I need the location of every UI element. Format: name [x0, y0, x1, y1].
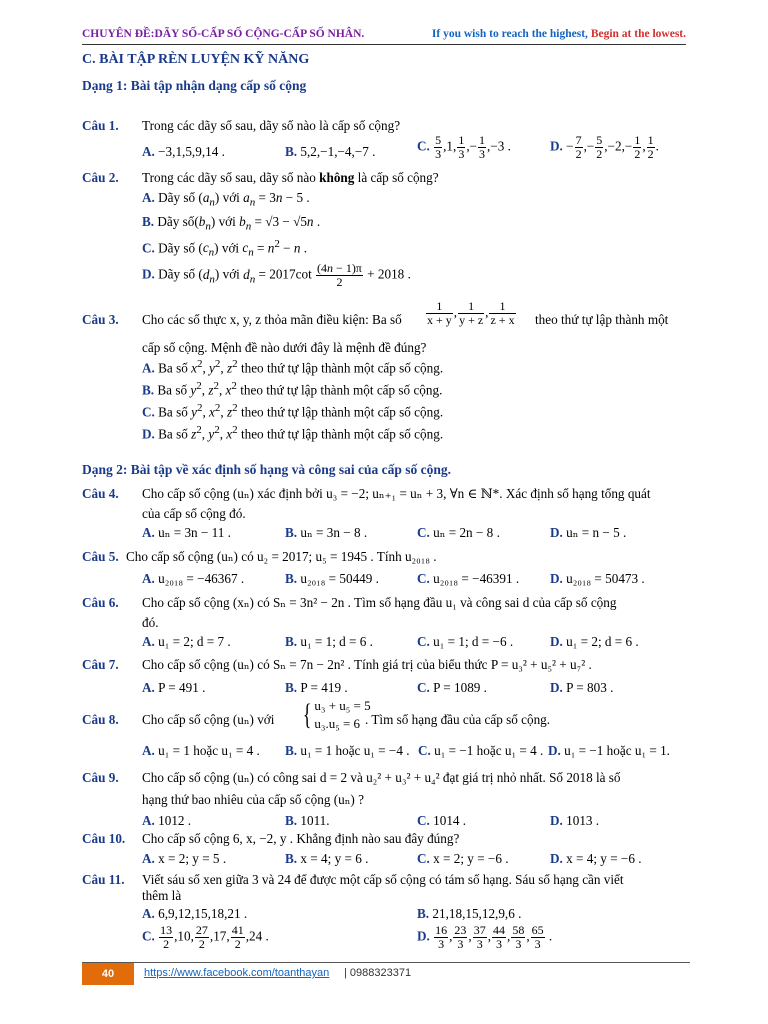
fraction-list: $\frac{1}{x + y}$ , $\frac{1}{y + z}$ , $\frac{1}{z + x}$	[427, 299, 515, 327]
option-d: D. Ba số $z^2$, $y^2$, $x^2$ theo thứ tự lập thành một cấp số cộng.	[142, 424, 444, 442]
question-text: Cho cấp số cộng (uₙ) có công sai d = 2 và u₂² + u₃² + u₄² đạt giá trị nhỏ nhất. Số 2018 là số	[142, 770, 621, 785]
option-b: B. Ba số $y^2$, $z^2$, $x^2$ theo thứ tự lập thành một cấp số cộng.	[142, 380, 443, 398]
option-d: D. x = 4; y = −6 .	[550, 851, 642, 866]
option-a: A. P = 491 .	[142, 680, 206, 695]
option-d: D. P = 803 .	[550, 680, 614, 695]
option-c: C. Ba số $y^2$, $x^2$, $z^2$ theo thứ tự lập thành một cấp số cộng.	[142, 402, 444, 420]
header-quote: If you wish to reach the highest, Begin at the lowest.	[431, 28, 686, 40]
question-text-line2: hạng thứ bao nhiêu của cấp số cộng (uₙ) ?	[142, 792, 364, 807]
option-b: B. P = 419 .	[285, 680, 348, 695]
option-b: B. u₁ = 1; d = 6 .	[285, 634, 373, 649]
option-a: A. 6,9,12,15,18,21 .	[142, 906, 248, 921]
header-topic: CHUYÊN ĐỀ:DÃY SỐ-CẤP SỐ CỘNG-CẤP SỐ NHÂN.	[82, 28, 365, 40]
option-c: C. u₂₀₁₈ = −46391 .	[417, 571, 520, 586]
option-d: D. u₁ = 2; d = 6 .	[550, 634, 639, 649]
option-c: C. u₁ = 1; d = −6 .	[417, 634, 514, 649]
option-c: C. u₁ = −1 hoặc u₁ = 4 .	[418, 743, 544, 758]
option-a: A. u₁ = 1 hoặc u₁ = 4 .	[142, 743, 260, 758]
page-footer	[82, 962, 690, 985]
option-b: B. uₙ = 3n − 8 .	[285, 525, 368, 540]
question-label: Câu 1.	[82, 118, 119, 133]
question-text: Cho cấp số cộng (uₙ) với	[142, 712, 275, 727]
question-label: Câu 6.	[82, 595, 119, 610]
question-text-cont: theo thứ tự lập thành một	[535, 312, 669, 327]
question-label: Câu 2.	[82, 170, 119, 185]
question-text: Cho cấp số cộng (uₙ) có u₂ = 2017; u₅ = 1945 . Tính u₂₀₁₈ .	[126, 549, 437, 564]
option-d: D. $\frac{16}{3}$ , $\frac{23}{3}$ , $\frac{37}{3}$ , $\frac{44}{3}$ , $\frac{58}{3}$ , $\frac{65}{3}$ .	[417, 923, 553, 951]
option-c: C. x = 2; y = −6 .	[417, 851, 509, 866]
option-b: B. Dãy $số(b_n)$ với $b_n = √3 - √5n$ .	[142, 214, 321, 233]
option-c: C. P = 1089 .	[417, 680, 487, 695]
option-b: B. u₂₀₁₈ = 50449 .	[285, 571, 379, 586]
question-text-line2: thêm là	[142, 888, 182, 903]
option-d: D. − $\frac{7}{2}$ ,− $\frac{5}{2}$ ,−2,− $\frac{1}{2}$ , $\frac{1}{2}$ .	[550, 133, 659, 161]
question-text: Cho cấp số cộng (uₙ) xác định bởi u₃ = −2; uₙ₊₁ = uₙ + 3, ∀n ∈ ℕ*. Xác định số hạng tổng quát	[142, 486, 651, 501]
option-a: A. 1012 .	[142, 813, 192, 828]
page-number: 40	[82, 963, 134, 985]
question-label: Câu 8.	[82, 712, 119, 727]
question-text: Trong các dãy số sau, dãy số nào không là cấp số cộng?	[142, 170, 439, 185]
question-label: Câu 3.	[82, 312, 119, 327]
question-label: Câu 11.	[82, 872, 125, 887]
facebook-link[interactable]: https://www.facebook.com/toanthayan	[144, 967, 330, 979]
option-d: D. u₁ = −1 hoặc u₁ = 1.	[548, 743, 670, 758]
option-a: A. −3,1,5,9,14 .	[142, 144, 225, 159]
option-b: B. x = 4; y = 6 .	[285, 851, 369, 866]
option-c: C. $\frac{5}{3}$ ,1, $\frac{1}{3}$ ,− $\frac{1}{3}$ ,−3 .	[417, 133, 511, 161]
option-d: D. Dãy số $(d_n)$ với $d_n = 2017\cot$ $\frac{(4n - 1)\pi}{2}$ + 2018 .	[142, 261, 411, 289]
option-b: B. 5,2,−1,−4,−7 .	[285, 144, 376, 159]
question-text: Viết sáu số xen giữa 3 và 24 để được một cấp số cộng có tám số hạng. Sáu số hạng cần viết	[142, 872, 624, 887]
question-text-line2: đó.	[142, 615, 159, 630]
option-a: A. u₁ = 2; d = 7 .	[142, 634, 231, 649]
question-text: Trong các dãy số sau, dãy số nào là cấp số cộng?	[142, 118, 401, 133]
question-label: Câu 10.	[82, 831, 126, 846]
option-a: A. x = 2; y = 5 .	[142, 851, 227, 866]
question-text: Cho cấp số cộng (xₙ) có Sₙ = 3n² − 2n . Tìm số hạng đầu u₁ và công sai d của cấp số cộng	[142, 595, 617, 610]
dang-1-title: Dạng 1: Bài tập nhận dạng cấp số cộng	[82, 78, 307, 93]
equation-system: { u₃ + u₅ = 5 u₃.u₅ = 6	[302, 698, 371, 731]
page-header	[82, 26, 686, 45]
option-a: A. u₂₀₁₈ = −46367 .	[142, 571, 245, 586]
question-label: Câu 7.	[82, 657, 119, 672]
question-label: Câu 5.	[82, 549, 119, 564]
question-text: Cho cấp số cộng 6, x, −2, y . Khẳng định nào sau đây đúng?	[142, 831, 460, 846]
option-c: C. Dãy số $(c_n)$ với $c_n = n^2 - n$ .	[142, 238, 308, 260]
option-c: C. $\frac{13}{2}$ ,10, $\frac{27}{2}$ ,17, $\frac{41}{2}$ ,24 .	[142, 923, 269, 951]
option-b: B. 1011.	[285, 813, 330, 828]
section-title: C. BÀI TẬP RÈN LUYỆN KỸ NĂNG	[82, 52, 310, 67]
option-b: B. 21,18,15,12,9,6 .	[417, 906, 522, 921]
option-d: D. 1013 .	[550, 813, 600, 828]
question-label: Câu 9.	[82, 770, 119, 785]
option-b: B. u₁ = 1 hoặc u₁ = −4 .	[285, 743, 410, 758]
option-a: A. Dãy số $(a_n)$ với $a_n = 3n - 5$ .	[142, 190, 310, 209]
option-a: A. Ba số $x^2$, $y^2$, $z^2$ theo thứ tự lập thành một cấp số cộng.	[142, 358, 444, 376]
question-text: Cho cấp số cộng (uₙ) có Sₙ = 7n − 2n² . Tính giá trị của biểu thức P = u₃² + u₅² + u₇² .	[142, 657, 592, 672]
option-a: A. uₙ = 3n − 11 .	[142, 525, 231, 540]
question-text: Cho các số thực x, y, z thỏa mãn điều kiện: Ba số	[142, 312, 402, 327]
option-d: D. uₙ = n − 5 .	[550, 525, 627, 540]
question-text-line2: của cấp số cộng đó.	[142, 506, 246, 521]
option-d: D. u₂₀₁₈ = 50473 .	[550, 571, 645, 586]
question-text-cont: . Tìm số hạng đầu của cấp số cộng.	[365, 712, 551, 727]
option-c: C. uₙ = 2n − 8 .	[417, 525, 500, 540]
option-c: C. 1014 .	[417, 813, 467, 828]
phone-number: | 0988323371	[344, 967, 412, 979]
dang-2-title: Dạng 2: Bài tập về xác định số hạng và công sai của cấp số cộng.	[82, 462, 452, 477]
question-label: Câu 4.	[82, 486, 119, 501]
question-text-line2: cấp số cộng. Mệnh đề nào dưới đây là mệnh đề đúng?	[142, 340, 427, 355]
